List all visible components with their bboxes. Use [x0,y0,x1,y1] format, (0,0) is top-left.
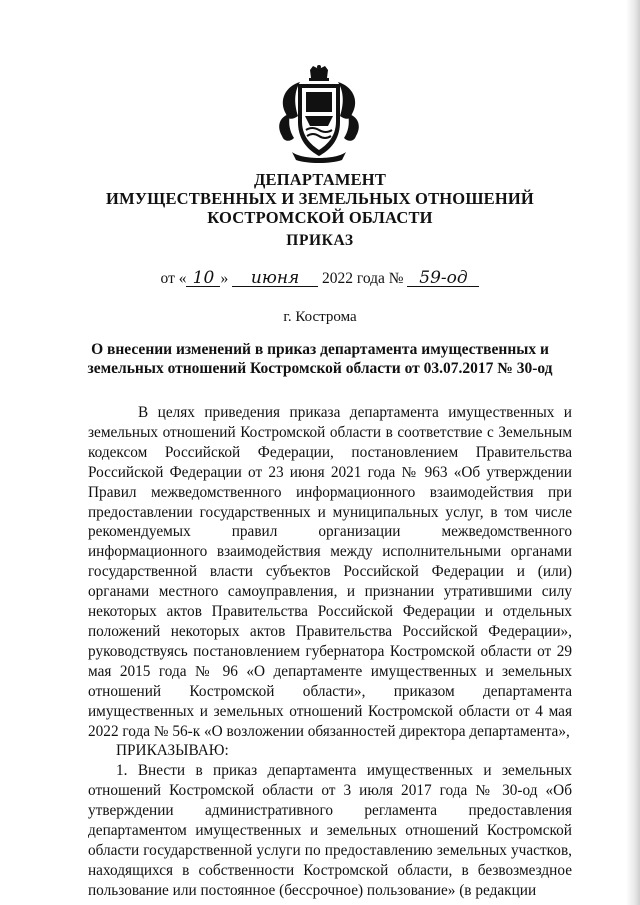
order-body [88,403,572,901]
page-edge-shadow [626,0,640,905]
department-name [0,170,640,227]
header-line-2: ИМУЩЕСТВЕННЫХ И ЗЕМЕЛЬНЫХ ОТНОШЕНИЙ [106,189,534,208]
preamble-paragraph: В целях приведения приказа департамента имущественных и земельных отношений Костромской области в соответствие с Земельным кодексом Российской Федерации, постановлением Правительства Российской Федерации от 23 июня 2021 года № 963 «Об утверждении Правил межведомственного информационного взаимодействия при предоставлении государственных и муниципальных услуг, в том числе рекомендуемых правил организации межведомственного информационного взаимодействия между исполнительными органами государственной власти субъектов Российской Федерации и (или) органами местного самоуправления, и признании утратившими силу некоторых актов Правительства Российской Федерации и отдельных положений некоторых актов Правительства Российской Федерации», руководствуясь постановлением губернатора Костромской области от 29 мая 2015 года № 96 «О департаменте имущественных и земельных отношений Костромской области», приказом департамента имущественных и земельных отношений Костромской области от 4 мая 2022 года № 56-к «О возложении обязанностей директора департамента», [88,404,572,740]
city-name: г. Кострома [283,309,357,325]
order-date-line [0,270,640,288]
date-close: » [220,270,229,287]
handwritten-day: 10 [186,270,220,287]
header-line-1: ДЕПАРТАМЕНТ [253,170,387,189]
item-1-paragraph: 1. Внести в приказ департамента имущественных и земельных отношений Костромской области от 3 июля 2017 года № 30-од «Об утверждении административного регламента предоставления департаментом имущественных и земельных отношений Костромской области государственной услуги по предоставлению земельных участков, находящихся в собственности Костромской области, в безвозмездное пользование или постоянное (бессрочное) пользование» (в редакции [88,762,572,899]
order-title: ПРИКАЗ [286,232,354,249]
year-text: 2022 года № [321,270,404,287]
handwritten-month: июня [232,270,318,287]
subject-line-2: земельных отношений Костромской области от 03.07.2017 № 30-од [87,360,553,377]
header-line-3: КОСТРОМСКОЙ ОБЛАСТИ [207,208,433,227]
date-prefix: от « [160,270,187,287]
order-word: ПРИКАЗЫВАЮ: [116,742,229,760]
handwritten-number: 59-од [407,270,479,287]
subject-line-1: О внесении изменений в приказ департамента имущественных и [91,341,549,358]
order-subject [0,340,640,378]
coat-of-arms-icon [272,64,366,164]
